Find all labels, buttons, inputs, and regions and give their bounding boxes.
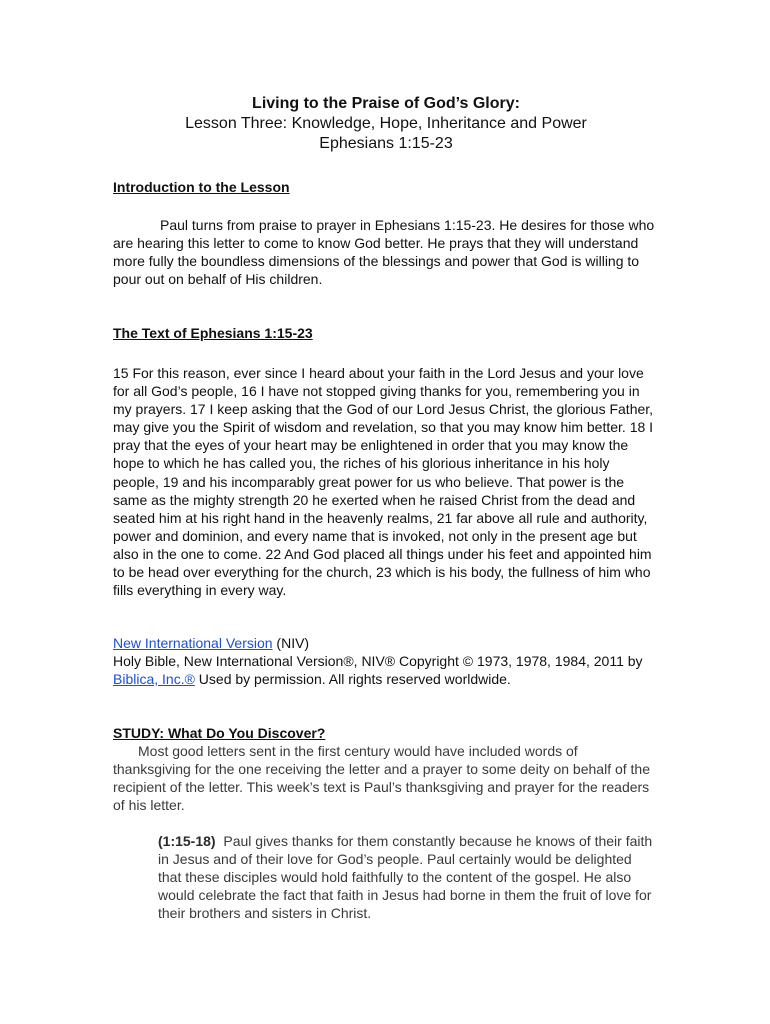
study-paragraph: Most good letters sent in the first century would have included words of thanksgiving for the one receiving the letter and a prayer to some deity on behalf of the recipient of the letter. This week’s text is Paul’s thanksgiving and prayer for the readers of his letter. (113, 743, 650, 814)
title-line-3: Ephesians 1:15-23 (319, 135, 453, 152)
study-reference-body: Paul gives thanks for them constantly because he knows of their faith in Jesus and of their love for God’s people. Paul certainly would be delighted that these disciples would hold faithfully to the content of the gospel. He also would celebrate the fact that faith in Jesus had borne in them the fruit of love for their brothers and sisters in Christ. (158, 833, 653, 922)
biblica-link[interactable]: Biblica, Inc.® (113, 671, 195, 688)
copyright-block (113, 634, 659, 688)
study-heading: STUDY: What Do You Discover? (113, 725, 326, 741)
scripture-paragraph: 15 For this reason, ever since I heard about your faith in the Lord Jesus and your love for all God’s people, 16 I have not stopped giving thanks for you, remembering you in my prayers. 17 I keep asking that the God of our Lord Jesus Christ, the glorious Father, may give you the Spirit of wisdom and revelation, so that you may know him better. 18 I pray that the eyes of your heart may be enlightened in order that you may know the hope to which he has called you, the riches of his glorious inheritance in his holy people, 19 and his incomparably great power for us who believe. That power is the same as the mighty strength 20 he exerted when he raised Christ from the dead and seated him at his right hand in the heavenly realms, 21 far above all rule and authority, power and dominion, and every name that is invoked, not only in the present age but also in the one to come. 22 And God placed all things under his feet and appointed him to be head over everything for the church, 23 which is his body, the fullness of him who fills everything in every way. (113, 365, 654, 599)
intro-paragraph: Paul turns from praise to prayer in Ephesians 1:15-23. He desires for those who are hearing this letter to come to know God better. He prays that they will understand more fully the boundless dimensions of the blessings and power that God is willing to pour out on behalf of His children. (113, 217, 655, 288)
title-line-2: Lesson Three: Knowledge, Hope, Inheritance and Power (185, 115, 587, 132)
copyright-suffix: Used by permission. All rights reserved worldwide. (194, 671, 511, 688)
niv-suffix: (NIV) (272, 635, 310, 651)
niv-link[interactable]: New International Version (113, 635, 273, 651)
copyright-text: Holy Bible, New International Version®, NIV® Copyright © 1973, 1978, 1984, 2011 by (113, 653, 643, 670)
study-reference-paragraph (158, 832, 658, 922)
intro-heading: Introduction to the Lesson (113, 179, 290, 195)
title-line-1: Living to the Praise of God’s Glory: (252, 95, 520, 112)
text-heading: The Text of Ephesians 1:15-23 (113, 325, 313, 341)
study-reference: (1:15-18) (158, 833, 216, 849)
document-title (113, 94, 659, 154)
